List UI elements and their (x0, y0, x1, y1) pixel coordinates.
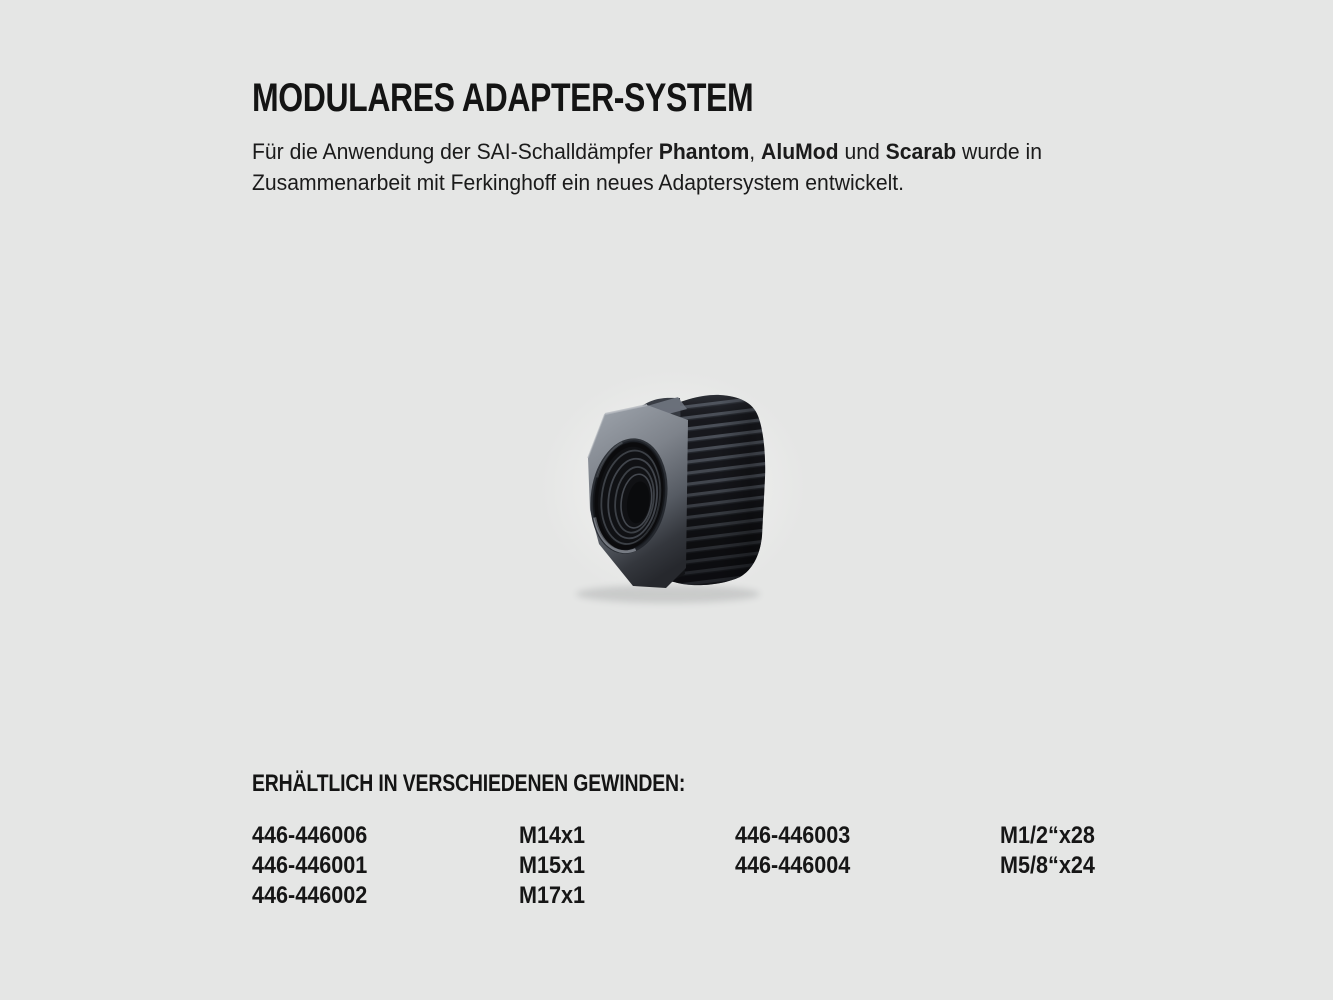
intro-segment: wurde in (956, 139, 1042, 164)
product-shadow (576, 585, 760, 603)
sku-cell: 446-446002 (252, 882, 368, 909)
intro-segment: Für die Anwendung der SAI-Schalldämpfer (252, 139, 659, 164)
thread-cell: M17x1 (519, 882, 586, 909)
product-name-alumod: AluMod (761, 139, 839, 164)
thread-column-right (1000, 821, 1105, 881)
sku-column-right (735, 821, 863, 881)
sku-cell: 446-446003 (735, 822, 851, 849)
thread-cell: M1/2“x28 (1000, 822, 1095, 849)
sku-cell: 446-446001 (252, 852, 368, 879)
sku-cell: 446-446004 (735, 852, 851, 879)
availability-heading: ERHÄLTLICH IN VERSCHIEDENEN GEWINDEN: (252, 770, 686, 797)
intro-segment: , (749, 139, 762, 164)
thread-cell: M15x1 (519, 852, 586, 879)
intro-segment: und (838, 139, 886, 164)
thread-cell: M14x1 (519, 822, 586, 849)
adapter-product-photo (538, 368, 803, 613)
intro-paragraph (252, 136, 1092, 198)
sku-column-left (252, 821, 380, 911)
product-name-phantom: Phantom (658, 139, 750, 164)
intro-line-2: Zusammenarbeit mit Ferkinghoff ein neues Adaptersystem entwickelt. (252, 170, 905, 195)
thread-cell: M5/8“x24 (1000, 852, 1095, 879)
intro-line-1 (252, 136, 1042, 167)
page-title: MODULARES ADAPTER-SYSTEM (252, 76, 754, 120)
sku-cell: 446-446006 (252, 822, 368, 849)
thread-column-left (519, 821, 592, 911)
product-name-scarab: Scarab (885, 139, 957, 164)
